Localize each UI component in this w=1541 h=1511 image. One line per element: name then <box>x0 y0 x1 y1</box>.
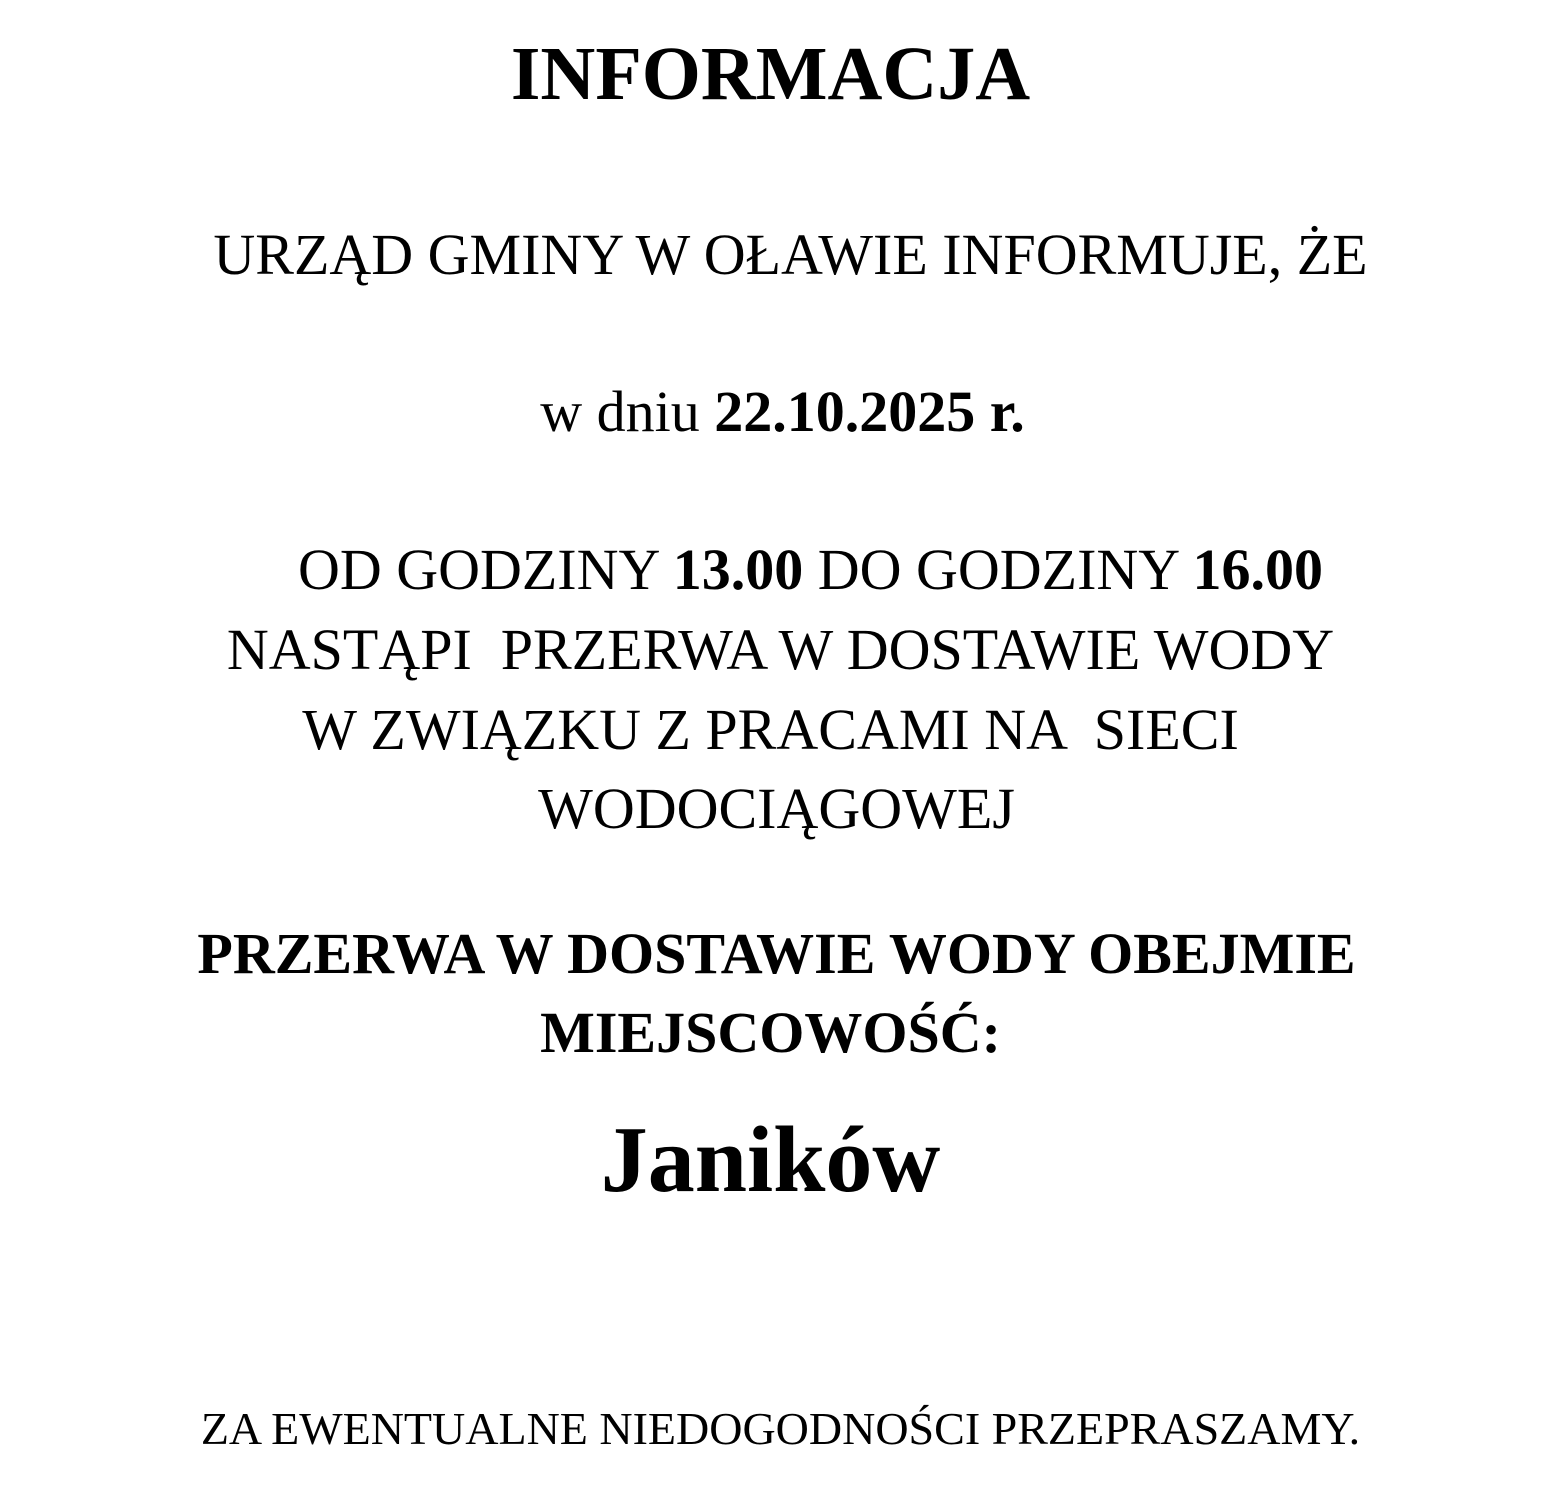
notice-line: W ZWIĄZKU Z PRACAMI NA SIECI <box>302 697 1239 762</box>
date-value: 22.10.2025 r. <box>714 379 1025 444</box>
notice-title: INFORMACJA <box>510 32 1031 116</box>
notice-line: NASTĄPI PRZERWA W DOSTAWIE WODY <box>226 617 1335 682</box>
date-prefix: w dniu <box>540 379 700 444</box>
hours-from-value: 13.00 <box>672 537 804 602</box>
apology-text: ZA EWENTUALNE NIEDOGODNOŚCI PRZEPRASZAMY. <box>200 1403 1361 1454</box>
scope-line: PRZERWA W DOSTAWIE WODY OBEJMIE <box>197 921 1356 986</box>
hours-to-value: 16.00 <box>1192 537 1324 602</box>
hours-line <box>40 537 1541 602</box>
date-line <box>12 379 1541 444</box>
affected-place: Janików <box>600 1108 941 1212</box>
office-intro: URZĄD GMINY W OŁAWIE INFORMUJE, ŻE <box>213 222 1368 287</box>
scope-line: MIEJSCOWOŚĆ: <box>540 1000 1001 1065</box>
hours-to-label: DO GODZINY <box>817 537 1179 602</box>
notice-line: WODOCIĄGOWEJ <box>538 776 1015 841</box>
hours-from-label: OD GODZINY <box>297 537 659 602</box>
